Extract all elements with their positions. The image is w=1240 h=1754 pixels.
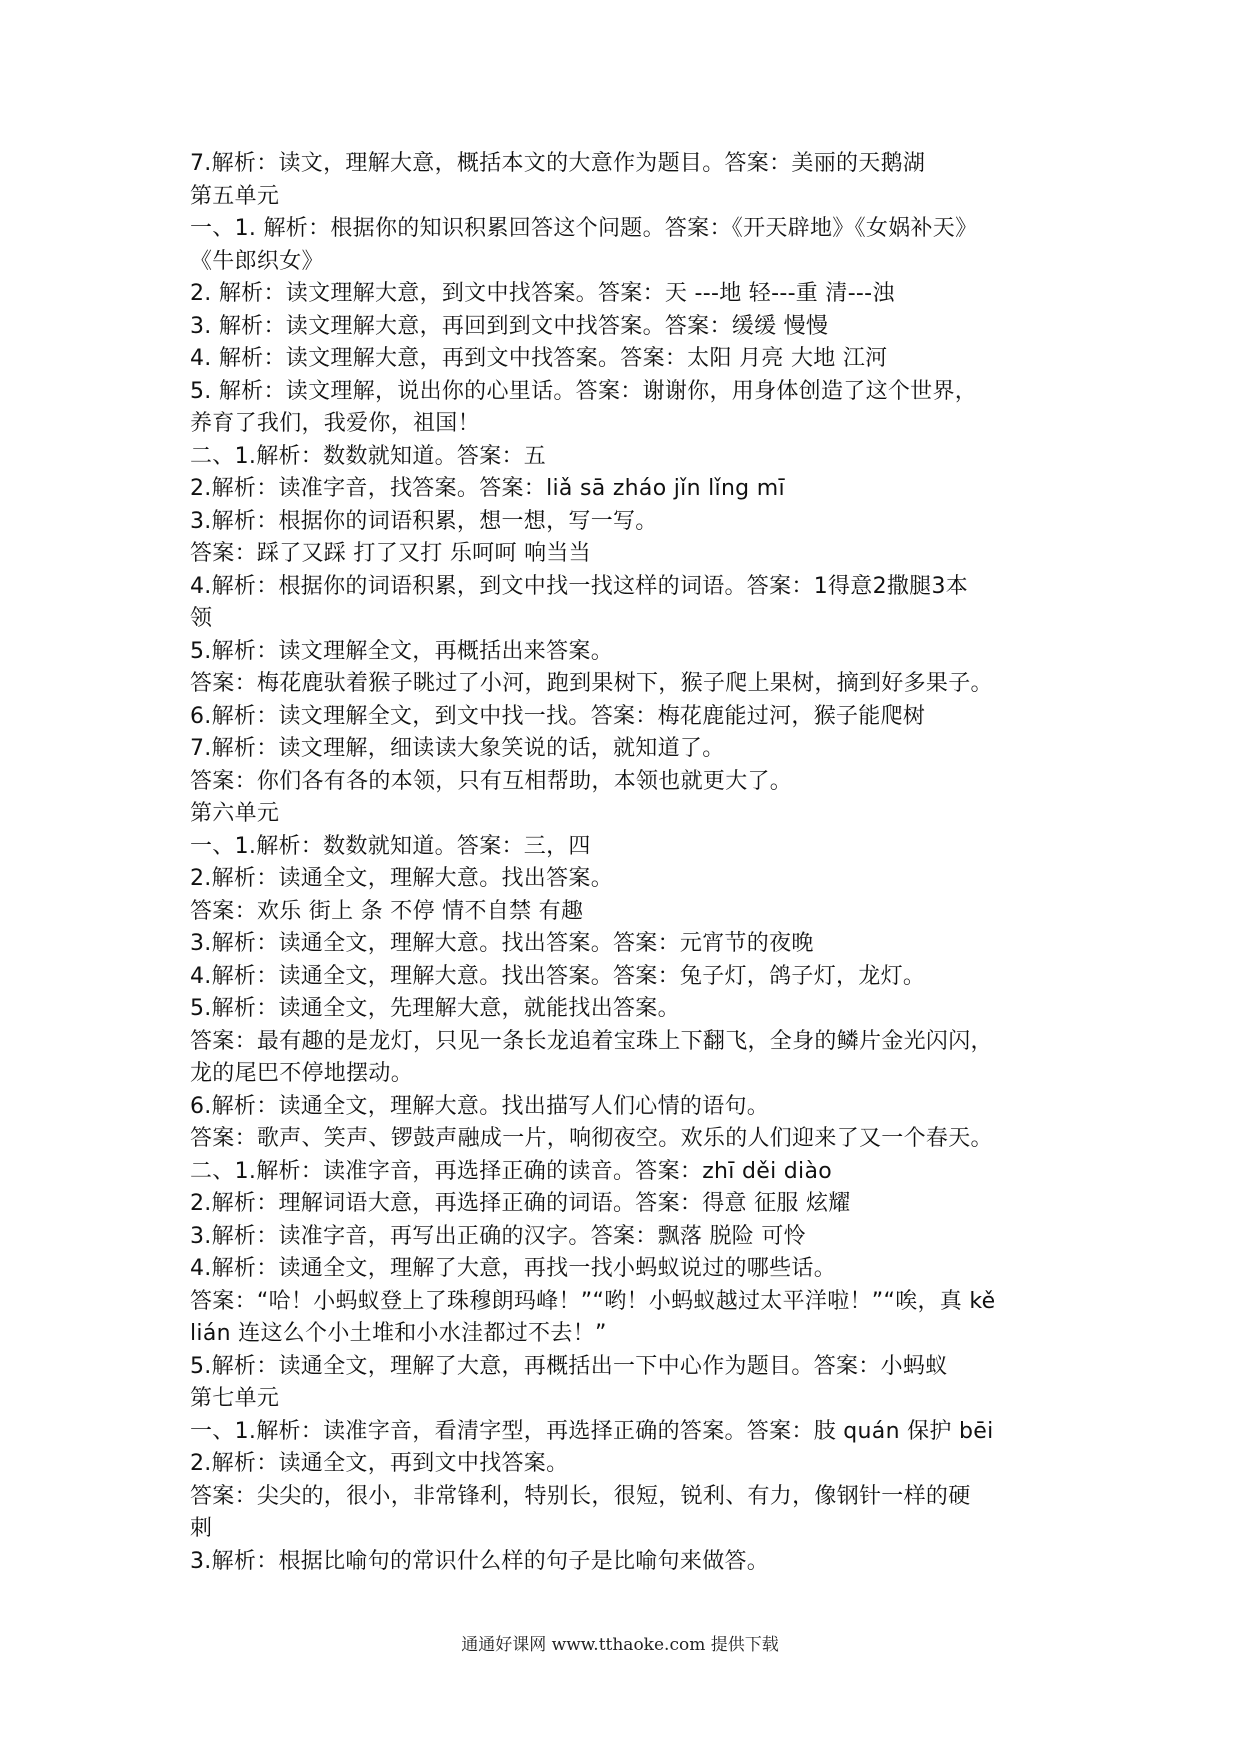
text-line: 答案：最有趣的是龙灯，只见一条长龙追着宝珠上下翻飞，全身的鳞片金光闪闪，	[190, 1028, 993, 1054]
text-line: 养育了我们，我爱你，祖国！	[190, 411, 480, 436]
text-line: 第六单元	[190, 801, 280, 826]
text-line: 3.解析：读通全文，理解大意。找出答案。答案：元宵节的夜晚	[190, 931, 814, 956]
text-line: 答案：欢乐 街上 条 不停 情不自禁 有趣	[190, 898, 584, 924]
text-line: 答案：歌声、笑声、锣鼓声融成一片，响彻夜空。欢乐的人们迎来了又一个春天。	[190, 1126, 993, 1151]
text-line: 一、1. 解析：根据你的知识积累回答这个问题。答案：《开天辟地》《女娲补天》	[190, 216, 978, 241]
text-line: 第七单元	[190, 1386, 280, 1411]
text-line: 7.解析：读文理解，细读读大象笑说的话，就知道了。	[190, 736, 725, 761]
text-line: 5.解析：读文理解全文，再概括出来答案。	[190, 638, 613, 664]
text-line: 5. 解析：读文理解，说出你的心里话。答案：谢谢你，用身体创造了这个世界，	[190, 378, 978, 404]
text-line: 7.解析：读文，理解大意，概括本文的大意作为题目。答案：美丽的天鹅湖	[190, 151, 926, 176]
text-line: 第五单元	[190, 183, 280, 209]
text-line: 3. 解析：读文理解大意，再回到到文中找答案。答案：缓缓 慢慢	[190, 313, 829, 339]
text-line: 4.解析：根据你的词语积累，到文中找一找这样的词语。答案：1得意2撒腿3本	[190, 573, 969, 599]
text-line: 3.解析：根据比喻句的常识什么样的句子是比喻句来做答。	[190, 1548, 770, 1574]
text-line: 2. 解析：读文理解大意，到文中找答案。答案：天 ---地 轻---重 清---浊	[190, 281, 895, 306]
text-line: 龙的尾巴不停地摆动。	[190, 1061, 414, 1086]
text-line: 答案：梅花鹿驮着猴子眺过了小河，跑到果树下，猴子爬上果树，摘到好多果子。	[190, 671, 993, 696]
text-line: 答案：你们各有各的本领，只有互相帮助，本领也就更大了。	[190, 768, 793, 794]
text-line: 6.解析：读通全文，理解大意。找出描写人们心情的语句。	[190, 1093, 770, 1119]
text-line: lián 连这么个小土堆和小水洼都过不去！”	[190, 1321, 607, 1346]
text-line: 3.解析：根据你的词语积累，想一想，写一写。	[190, 508, 658, 534]
document-body	[190, 148, 1070, 1578]
text-line: 二、1.解析：数数就知道。答案：五	[190, 443, 547, 469]
text-line: 2.解析：读准字音，找答案。答案：liǎ sā zháo jǐn lǐng mī	[190, 476, 785, 501]
text-line: 2.解析：读通全文，再到文中找答案。	[190, 1451, 569, 1476]
text-line: 一、1.解析：读准字音，看清字型，再选择正确的答案。答案：肢 quán 保护 bēi	[190, 1418, 994, 1444]
text-line: 4.解析：读通全文，理解大意。找出答案。答案：兔子灯，鸽子灯，龙灯。	[190, 963, 926, 989]
text-line: 领	[190, 606, 213, 631]
text-line: 4.解析：读通全文，理解了大意，再找一找小蚂蚁说过的哪些话。	[190, 1256, 836, 1281]
text-line: 5.解析：读通全文，先理解大意，就能找出答案。	[190, 996, 680, 1021]
text-line: 2.解析：理解词语大意，再选择正确的词语。答案：得意 征服 炫耀	[190, 1191, 851, 1216]
text-line: 刺	[190, 1516, 213, 1541]
text-line: 二、1.解析：读准字音，再选择正确的读音。答案：zhī děi diào	[190, 1158, 833, 1184]
text-line: 答案：“哈！小蚂蚁登上了珠穆朗玛峰！”“哟！小蚂蚁越过太平洋啦！”“唉，真 kě	[190, 1288, 996, 1314]
text-line: 答案：尖尖的，很小，非常锋利，特别长，很短，锐利、有力，像钢针一样的硬	[190, 1483, 971, 1509]
text-line: 《牛郎织女》	[190, 248, 324, 274]
page-footer: 通通好课网 www.tthaoke.com 提供下载	[461, 1635, 779, 1655]
text-line: 6.解析：读文理解全文，到文中找一找。答案：梅花鹿能过河，猴子能爬树	[190, 703, 926, 729]
text-line: 一、1.解析：数数就知道。答案：三，四	[190, 833, 591, 859]
text-line: 2.解析：读通全文，理解大意。找出答案。	[190, 866, 613, 891]
text-line: 5.解析：读通全文，理解了大意，再概括出一下中心作为题目。答案：小蚂蚁	[190, 1353, 948, 1379]
text-line: 3.解析：读准字音，再写出正确的汉字。答案：飘落 脱险 可怜	[190, 1223, 806, 1249]
text-line: 答案：踩了又踩 打了又打 乐呵呵 响当当	[190, 541, 591, 566]
text-line: 4. 解析：读文理解大意，再到文中找答案。答案：太阳 月亮 大地 江河	[190, 346, 888, 371]
